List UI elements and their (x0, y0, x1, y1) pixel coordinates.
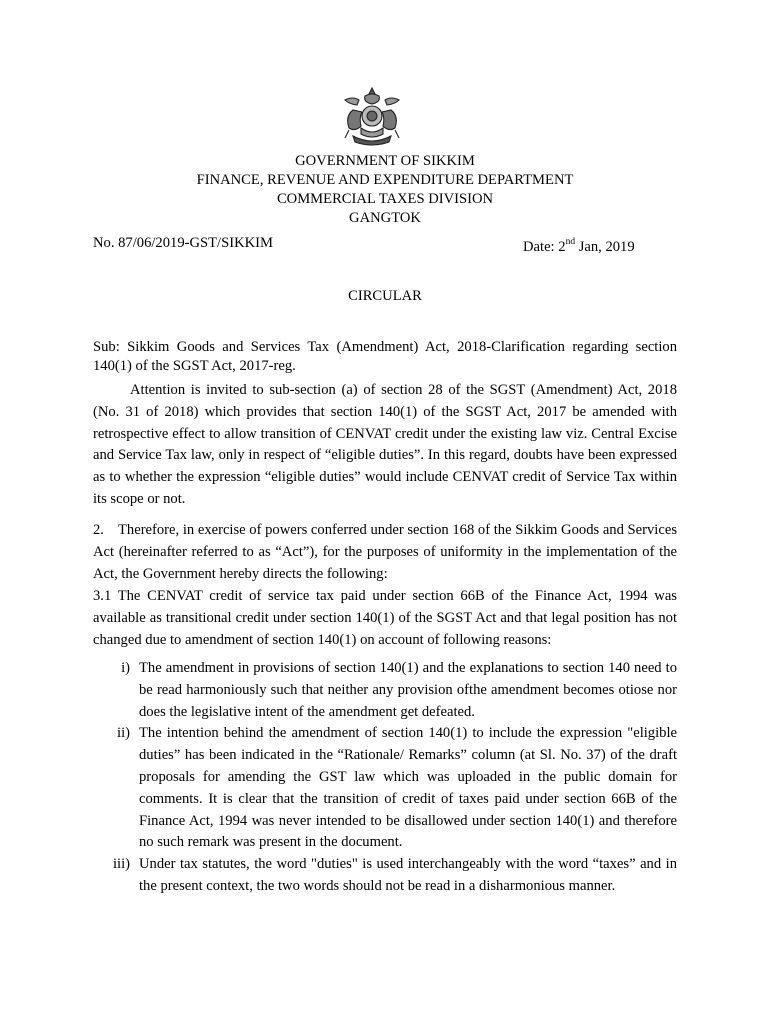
document-title: CIRCULAR (348, 288, 422, 304)
sikkim-state-emblem (339, 86, 405, 146)
header-department: FINANCE, REVENUE AND EXPENDITURE DEPARTMENT (196, 172, 574, 188)
list-text: Under tax statutes, the word "duties" is used interchangeably with the word “taxes” and in the present context, the two words should not be read in a disharmonious manner. (139, 856, 677, 894)
header-city: GANGTOK (349, 210, 421, 226)
date-rest: Jan, 2019 (575, 238, 635, 255)
header-government: GOVERNMENT OF SIKKIM (295, 153, 475, 169)
list-marker: iii) (112, 856, 130, 873)
list-marker: ii) (117, 725, 130, 742)
list-item (93, 854, 677, 898)
paragraph-2-number: 2. (93, 522, 104, 538)
paragraph-2-text: Therefore, in exercise of powers conferred under section 168 of the Sikkim Goods and Services Act (hereinafter referred to as “Act”), for the purposes of uniformity in the implementation of the Act, the Government hereby directs the following: (93, 522, 677, 582)
list-text: The intention behind the amendment of section 140(1) to include the expression "eligible duties” has been indicated in the “Rationale/ Remarks” column (at Sl. No. 37) of the draft proposals for amending the GST law which was uploaded in the public domain for comments. It is clear that the transition of credit of taxes paid under section 66B of the Finance Act, 1994 was never intended to be disallowed under section 140(1) and therefore no such remark was present in the document. (139, 725, 677, 851)
list-marker: i) (121, 660, 130, 676)
list-item (93, 658, 677, 723)
letterhead (0, 152, 770, 228)
paragraph-1: Attention is invited to sub-section (a) of section 28 of the SGST (Amendment) Act, 2018 (No. 31 of 2018) which provides that section 140(1) of the SGST Act, 2017 be amended with retrospective effect to allow transition of CENVAT credit under the existing law viz. Central Excise and Service Tax law, only in respect of “eligible duties”. In this regard, doubts have been expressed as to whether the expression “eligible duties” would include CENVAT credit of Service Tax within its scope or not. (93, 382, 677, 507)
circular-date (523, 234, 635, 256)
list-item (93, 723, 677, 854)
reasons-list (93, 658, 677, 898)
subject-line: Sub: Sikkim Goods and Services Tax (Amendment) Act, 2018-Clarification regarding section 140(1) of the SGST Act, 2017-reg. (93, 339, 677, 374)
paragraph-2 (93, 520, 677, 585)
paragraph-3-1: 3.1 The CENVAT credit of service tax paid under section 66B of the Finance Act, 1994 was available as transitional credit under section 140(1) of the SGST Act and that legal position has not changed due to amendment of section 140(1) on account of following reasons: (93, 588, 677, 648)
date-prefix: Date: 2 (523, 238, 566, 255)
circular-number: No. 87/06/2019-GST/SIKKIM (93, 235, 273, 251)
header-division: COMMERCIAL TAXES DIVISION (276, 191, 494, 207)
list-text: The amendment in provisions of section 140(1) and the explanations to section 140 need to be read harmoniously such that neither any provision ofthe amendment becomes otiose nor does the legislative intent of the amendment get defeated. (139, 660, 677, 720)
date-ordinal: nd (565, 237, 576, 247)
